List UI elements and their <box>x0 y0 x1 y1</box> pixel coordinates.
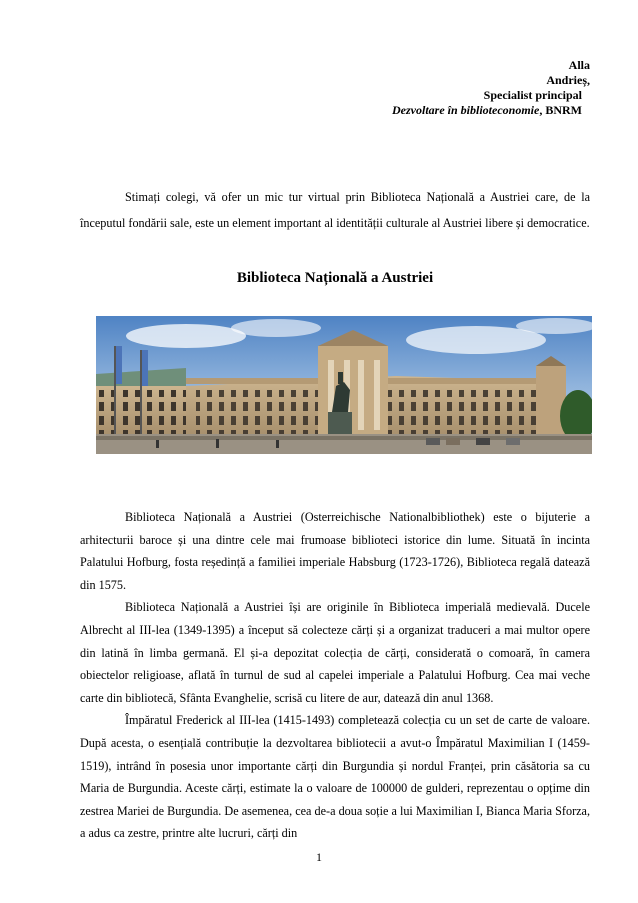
paragraph-2: Biblioteca Națională a Austriei își are originile în Biblioteca imperială medievală. Ducele Albrecht al III-lea (1349-1395) a început să colecteze cărți și a organizat traduceri a mai multor opere din latină în limba germană. El și-a depozitat colecția de cărți, considerată o comoară, în camera obiectelor religioase, aflată în turnul de sud al capelei imperiale a Palatului Hofburg. Cea mai veche carte din bibliotecă, Sfânta Evanghelie, scrisă cu litere de aur, datează din anul 1368. <box>80 600 590 705</box>
paragraph-3: Împăratul Frederick al III-lea (1415-1493) completează colecția cu un set de carte de valoare. După acesta, o esențială contribuție la dezvoltarea bibliotecii a avut-o Împăratul Maximilian I (1459-1519), intrând în posesia unor importante cărți din Burgundia și nordul Franței, prin căsătoria sa cu Maria de Burgundia. Aceste cărți, estimate la o valoare de 100000 de gulderi, reprezentau o opțime din zestrea Mariei de Burgundia. De asemenea, cea de-a doua soție a lui Maximilian I, Bianca Maria Sforza, a adus ca zestre, printre alte lucruri, cărți din <box>80 713 590 841</box>
body-text <box>80 506 590 845</box>
author-affiliation <box>392 103 590 118</box>
author-first-name: Alla <box>568 58 590 72</box>
author-role: Specialist principal <box>483 88 582 102</box>
author-org: , BNRM <box>539 103 582 117</box>
author-last-name: Andrieș, <box>546 73 590 87</box>
paragraph-1: Biblioteca Națională a Austriei (Osterreichische Nationalbibliothek) este o bijuterie a arhitecturii baroce și una dintre cele mai frumoase biblioteci istorice din lume. Situată în incinta Palatului Hofburg, fosta reședință a familiei imperiale Habsburg (1723-1726), Biblioteca regală datează din 1575. <box>80 510 590 592</box>
author-block <box>392 58 590 118</box>
author-department: Dezvoltare în biblioteconomie <box>392 103 540 117</box>
library-building-photo <box>96 316 592 454</box>
page-number: 1 <box>316 850 322 864</box>
section-heading: Biblioteca Națională a Austriei <box>236 270 434 286</box>
intro-paragraph: Stimați colegi, vă ofer un mic tur virtual prin Biblioteca Națională a Austriei care, de la începutul fondării sale, este un element important al identității culturale al Austriei libere și democratice. <box>80 190 590 230</box>
